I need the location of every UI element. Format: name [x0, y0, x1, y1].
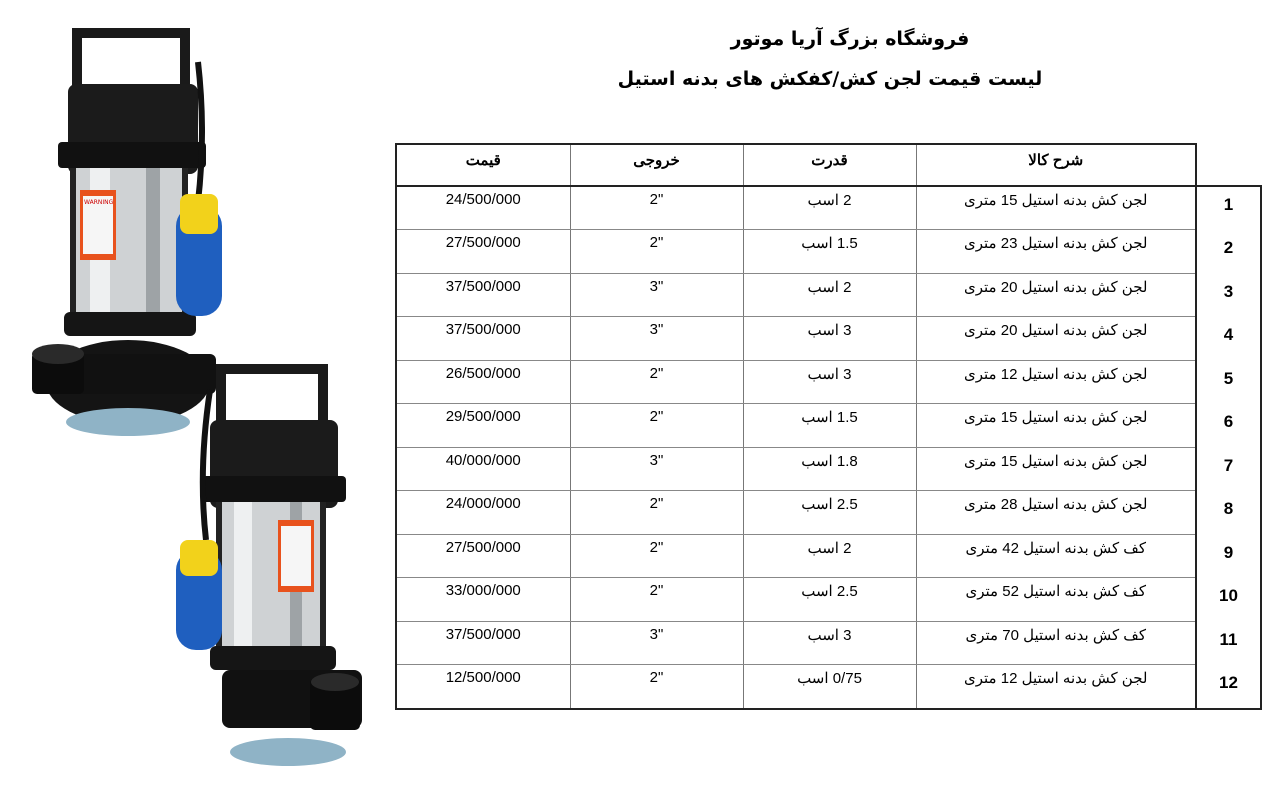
price-cell: 37/500/000 — [396, 273, 570, 317]
description-cell: کف کش بدنه استیل 52 متری — [916, 578, 1196, 622]
column-header-description: شرح کالا — [916, 144, 1196, 186]
outlet-cell: 3" — [570, 447, 743, 491]
column-header-power: قدرت — [743, 144, 916, 186]
table-row — [396, 186, 1261, 230]
pump-handle — [216, 364, 328, 424]
outlet-cell: 2" — [570, 578, 743, 622]
table-row — [396, 621, 1261, 665]
description-cell: لجن کش بدنه استیل 12 متری — [916, 665, 1196, 709]
table-row — [396, 273, 1261, 317]
price-cell: 29/500/000 — [396, 404, 570, 448]
power-cell: 2 اسب — [743, 534, 916, 578]
pump-image-2 — [170, 360, 370, 780]
description-cell: لجن کش بدنه استیل 28 متری — [916, 491, 1196, 535]
row-number-cell: 7 — [1196, 447, 1261, 491]
row-number-cell: 6 — [1196, 404, 1261, 448]
row-number-cell: 11 — [1196, 621, 1261, 665]
power-cell: 1.8 اسب — [743, 447, 916, 491]
description-cell: لجن کش بدنه استیل 23 متری — [916, 230, 1196, 274]
outlet-cell: 2" — [570, 360, 743, 404]
outlet-cell: 2" — [570, 404, 743, 448]
outlet-cell: 2" — [570, 665, 743, 709]
column-header-number — [1196, 144, 1261, 186]
table-row — [396, 360, 1261, 404]
table-row — [396, 665, 1261, 709]
row-number-cell: 5 — [1196, 360, 1261, 404]
description-cell: کف کش بدنه استیل 42 متری — [916, 534, 1196, 578]
description-cell: لجن کش بدنه استیل 20 متری — [916, 273, 1196, 317]
price-cell: 37/500/000 — [396, 317, 570, 361]
description-cell: کف کش بدنه استیل 70 متری — [916, 621, 1196, 665]
column-header-outlet: خروجی — [570, 144, 743, 186]
power-cell: 2 اسب — [743, 186, 916, 230]
description-cell: لجن کش بدنه استیل 15 متری — [916, 186, 1196, 230]
column-header-price: قیمت — [396, 144, 570, 186]
table-row — [396, 447, 1261, 491]
power-cell: 3 اسب — [743, 317, 916, 361]
outlet-cell: 2" — [570, 534, 743, 578]
table-row — [396, 534, 1261, 578]
row-number-cell: 2 — [1196, 230, 1261, 274]
row-number-cell: 12 — [1196, 665, 1261, 709]
power-cell: 2.5 اسب — [743, 491, 916, 535]
power-cell: 1.5 اسب — [743, 230, 916, 274]
pump-handle — [72, 28, 190, 88]
table-row — [396, 230, 1261, 274]
price-cell: 26/500/000 — [396, 360, 570, 404]
power-cell: 3 اسب — [743, 621, 916, 665]
table-row — [396, 491, 1261, 535]
description-cell: لجن کش بدنه استیل 15 متری — [916, 404, 1196, 448]
table-row — [396, 317, 1261, 361]
power-cell: 2.5 اسب — [743, 578, 916, 622]
description-cell: لجن کش بدنه استیل 12 متری — [916, 360, 1196, 404]
row-number-cell: 1 — [1196, 186, 1261, 230]
price-cell: 40/000/000 — [396, 447, 570, 491]
outlet-cell: 2" — [570, 230, 743, 274]
outlet-cell: 2" — [570, 186, 743, 230]
price-cell: 24/000/000 — [396, 491, 570, 535]
float-switch — [176, 540, 222, 650]
row-number-cell: 4 — [1196, 317, 1261, 361]
price-cell: 24/500/000 — [396, 186, 570, 230]
table-row — [396, 404, 1261, 448]
power-cell: 3 اسب — [743, 360, 916, 404]
row-number-cell: 8 — [1196, 491, 1261, 535]
row-number-cell: 9 — [1196, 534, 1261, 578]
warning-label — [278, 520, 314, 592]
power-cell: 0/75 اسب — [743, 665, 916, 709]
price-cell: 27/500/000 — [396, 230, 570, 274]
row-number-cell: 10 — [1196, 578, 1261, 622]
table-header-row — [396, 144, 1261, 186]
power-cell: 1.5 اسب — [743, 404, 916, 448]
price-cell: 33/000/000 — [396, 578, 570, 622]
store-name: فروشگاه بزرگ آریا موتور — [730, 28, 970, 50]
price-cell: 27/500/000 — [396, 534, 570, 578]
float-switch — [176, 194, 222, 316]
list-title: لیست قیمت لجن کش/کفکش های بدنه استیل — [617, 68, 1043, 90]
row-number-cell: 3 — [1196, 273, 1261, 317]
description-cell: لجن کش بدنه استیل 20 متری — [916, 317, 1196, 361]
price-table — [395, 143, 1262, 710]
outlet-cell: 3" — [570, 621, 743, 665]
price-cell: 12/500/000 — [396, 665, 570, 709]
table-row — [396, 578, 1261, 622]
description-cell: لجن کش بدنه استیل 15 متری — [916, 447, 1196, 491]
outlet-cell: 3" — [570, 317, 743, 361]
power-cell: 2 اسب — [743, 273, 916, 317]
warning-text: WARNING — [84, 199, 114, 206]
price-cell: 37/500/000 — [396, 621, 570, 665]
outlet-cell: 2" — [570, 491, 743, 535]
outlet-cell: 3" — [570, 273, 743, 317]
